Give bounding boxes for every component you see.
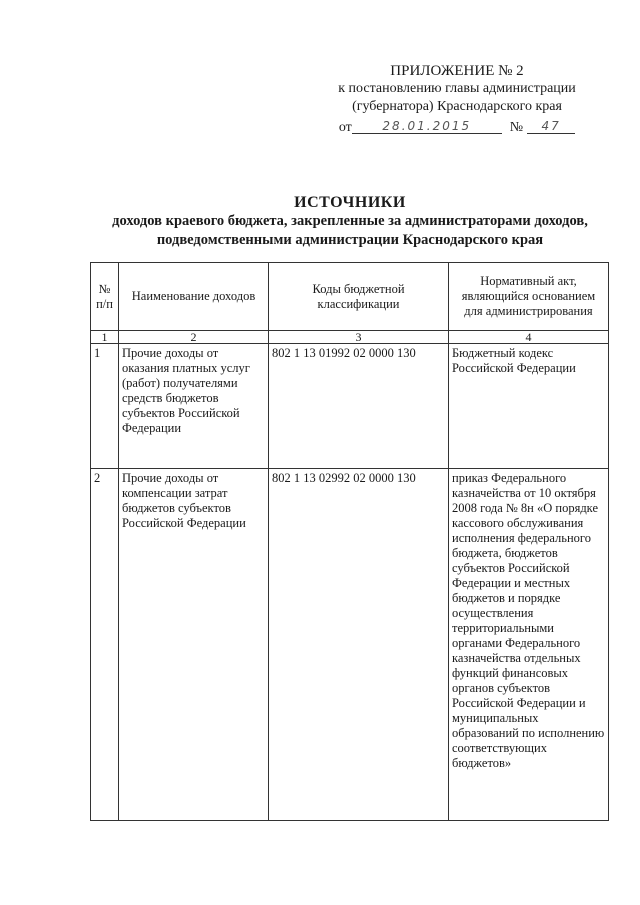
heading-title: ИСТОЧНИКИ — [294, 194, 406, 211]
row-legal-act: Бюджетный кодекс Российской Федерации — [449, 344, 609, 469]
appendix-date-row — [312, 118, 602, 137]
date-prefix: от — [338, 120, 352, 135]
table-row — [91, 344, 609, 469]
table-row — [91, 469, 609, 821]
appendix-block — [312, 62, 602, 137]
column-number: 1 — [91, 331, 119, 344]
appendix-line-1: к постановлению главы администрации — [338, 81, 576, 96]
number-prefix: № — [509, 120, 524, 135]
header-name: Наименование доходов — [119, 263, 269, 331]
heading-subtitle-2: подведомственными администрации Краснодарского края — [156, 232, 544, 248]
appendix-title: ПРИЛОЖЕНИЕ № 2 — [390, 63, 524, 79]
document-heading — [90, 193, 610, 250]
row-budget-code: 802 1 13 02992 02 0000 130 — [269, 469, 449, 821]
table-header-row — [91, 263, 609, 331]
column-number: 3 — [269, 331, 449, 344]
header-act: Нормативный акт, являющийся основанием для администрирования — [449, 263, 609, 331]
header-number: № п/п — [91, 263, 119, 331]
column-number-row — [91, 331, 609, 344]
row-budget-code: 802 1 13 01992 02 0000 130 — [269, 344, 449, 469]
row-income-name: Прочие доходы от оказания платных услуг (работ) получателями средств бюджетов субъектов Российской Федерации — [119, 344, 269, 469]
appendix-line-2: (губернатора) Краснодарского края — [352, 99, 562, 114]
row-legal-act: приказ Федерального казначейства от 10 октября 2008 года № 8н «О порядке кассового обслуживания исполнения федерального бюджета, бюджетов субъектов Российской Федерации и местных бюджетов и порядке осуществления территориальными органами Федерального казначейства отдельных функций финансовых органов субъектов Российской Федерации и муниципальных образований по исполнению соответствующих бюджетов» — [449, 469, 609, 821]
income-sources-table — [90, 262, 609, 821]
heading-subtitle-1: доходов краевого бюджета, закрепленные за администраторами доходов, — [112, 213, 588, 229]
column-number: 2 — [119, 331, 269, 344]
date-value: 28.01.2015 — [352, 117, 502, 134]
column-number: 4 — [449, 331, 609, 344]
header-code: Коды бюджетной классификации — [269, 263, 449, 331]
row-number: 2 — [91, 469, 119, 821]
number-value: 47 — [527, 117, 575, 134]
row-income-name: Прочие доходы от компенсации затрат бюджетов субъектов Российской Федерации — [119, 469, 269, 821]
row-number: 1 — [91, 344, 119, 469]
